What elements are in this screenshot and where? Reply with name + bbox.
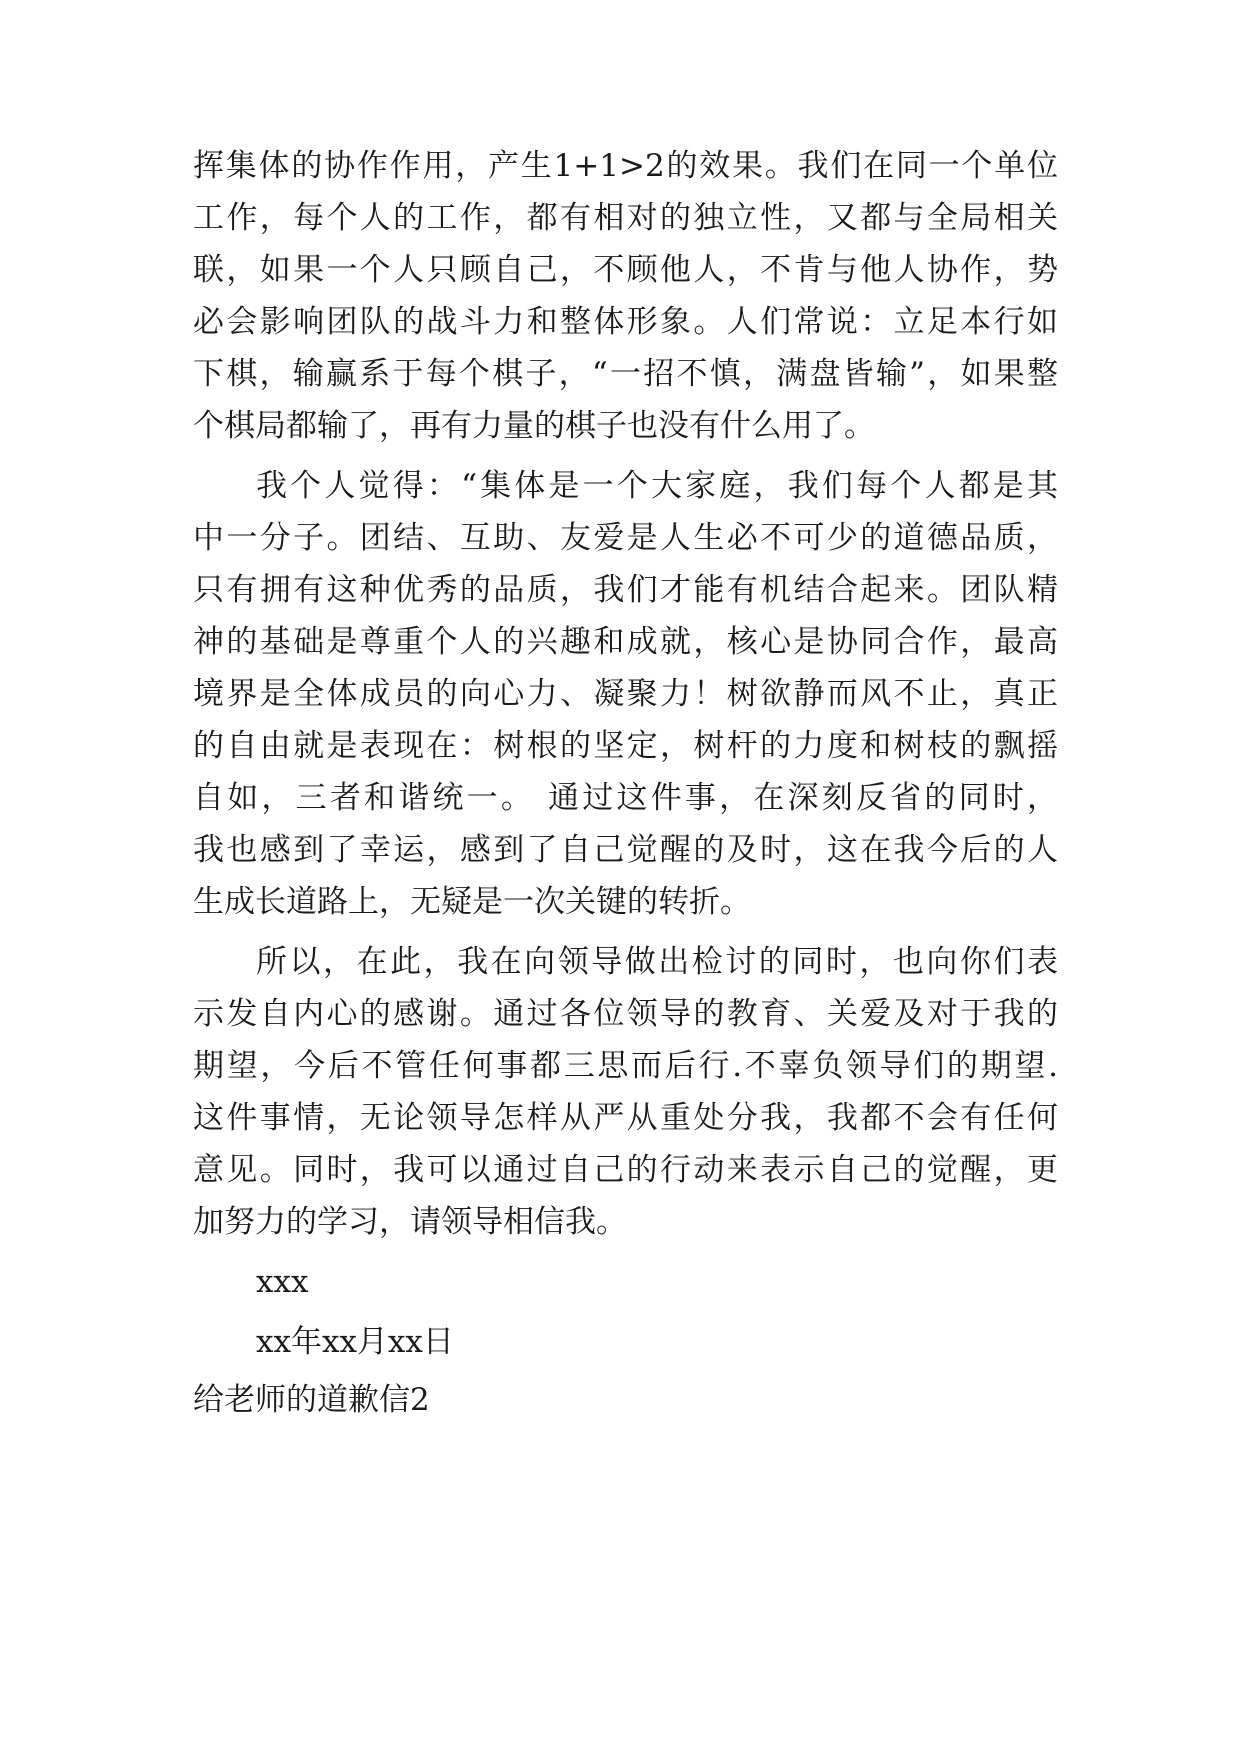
paragraph-2-line-9: 生成长道路上，无疑是一次关键的转折。 xyxy=(193,884,751,920)
paragraph-2-line-4: 神的基础是尊重个人的兴趣和成就，核心是协同合作，最高 xyxy=(193,624,1058,660)
paragraph-2-line-6: 的自由就是表现在：树根的坚定，树杆的力度和树枝的飘摇 xyxy=(193,728,1058,764)
paragraph-3-line-6: 加努力的学习，请领导相信我。 xyxy=(193,1204,627,1240)
paragraph-2-line-3: 只有拥有这种优秀的品质，我们才能有机结合起来。团队精 xyxy=(193,572,1058,608)
paragraph-3-line-4: 这件事情，无论领导怎样从严从重处分我，我都不会有任何 xyxy=(193,1100,1058,1136)
paragraph-2-line-1: 我个人觉得：“集体是一个大家庭，我们每个人都是其 xyxy=(256,468,1058,504)
paragraph-1-line-3: 联，如果一个人只顾自己，不顾他人，不肯与他人协作，势 xyxy=(193,252,1058,288)
paragraph-3-line-2: 示发自内心的感谢。通过各位领导的教育、关爱及对于我的 xyxy=(193,996,1058,1032)
signature-date: xx年xx月xx日 xyxy=(256,1324,454,1360)
paragraph-2-line-8: 我也感到了幸运，感到了自己觉醒的及时，这在我今后的人 xyxy=(193,832,1058,868)
paragraph-3-line-3: 期望，今后不管任何事都三思而后行.不辜负领导们的期望. xyxy=(193,1048,1058,1084)
next-letter-title: 给老师的道歉信2 xyxy=(193,1382,430,1418)
paragraph-1-line-6: 个棋局都输了，再有力量的棋子也没有什么用了。 xyxy=(193,408,875,444)
paragraph-3-line-5: 意见。同时，我可以通过自己的行动来表示自己的觉醒，更 xyxy=(193,1152,1058,1188)
paragraph-2-line-5: 境界是全体成员的向心力、凝聚力！树欲静而风不止，真正 xyxy=(193,676,1058,712)
paragraph-2-line-7: 自如，三者和谐统一。 通过这件事，在深刻反省的同时， xyxy=(193,780,1058,816)
paragraph-3-line-1: 所以，在此，我在向领导做出检讨的同时，也向你们表 xyxy=(256,944,1058,980)
paragraph-1-line-4: 必会影响团队的战斗力和整体形象。人们常说：立足本行如 xyxy=(193,304,1058,340)
paragraph-2-line-2: 中一分子。团结、互助、友爱是人生必不可少的道德品质， xyxy=(193,520,1058,556)
paragraph-1-line-2: 工作，每个人的工作，都有相对的独立性，又都与全局相关 xyxy=(193,200,1058,236)
signature-name: xxx xyxy=(256,1264,309,1300)
paragraph-1-line-5: 下棋，输赢系于每个棋子，“一招不慎，满盘皆输”，如果整 xyxy=(193,356,1058,392)
paragraph-1-line-1: 挥集体的协作作用，产生1+1>2的效果。我们在同一个单位 xyxy=(193,148,1058,184)
